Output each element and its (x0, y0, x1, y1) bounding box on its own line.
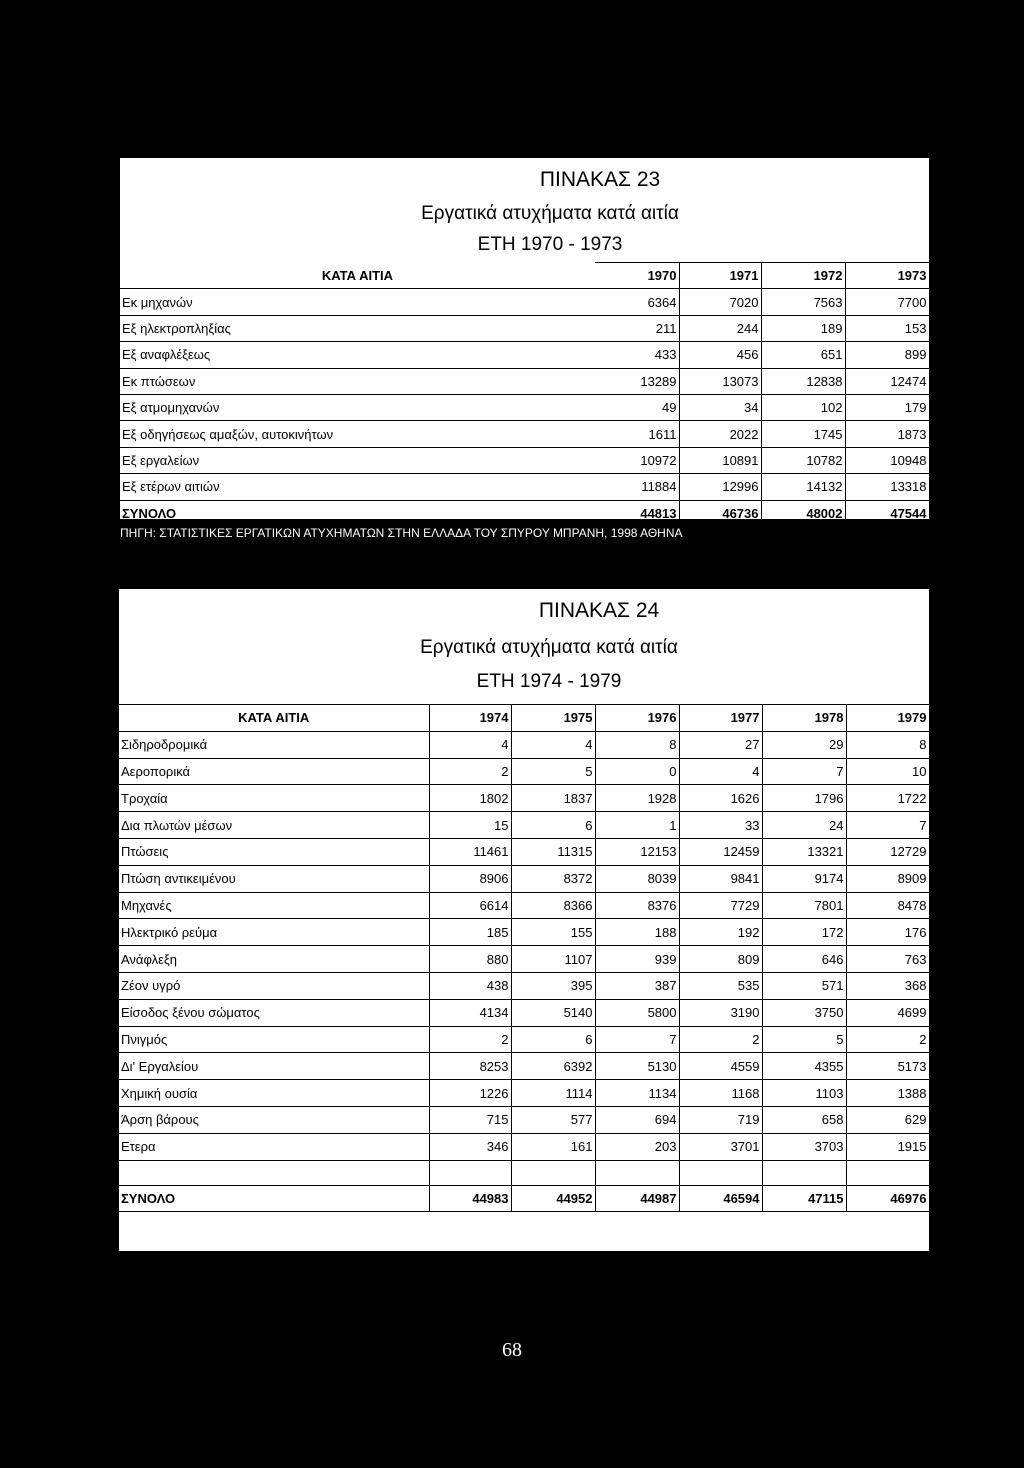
table-row (119, 812, 929, 839)
row-label: Χημική ουσία (119, 1080, 429, 1107)
table-cell: 34 (679, 394, 761, 420)
table-cell: 1837 (511, 785, 595, 812)
table-cell: 346 (429, 1133, 511, 1160)
table-cell: 629 (846, 1106, 929, 1133)
column-header-year: 1974 (429, 705, 511, 732)
table-23-subtitle: Εργατικά ατυχήματα κατά αιτία (421, 203, 679, 224)
row-label: Εξ ηλεκτροπληξίας (120, 315, 595, 341)
table-cell: 12474 (845, 368, 929, 394)
table-cell: 12153 (595, 838, 679, 865)
table-cell: 4559 (679, 1053, 762, 1080)
table-cell: 433 (595, 342, 679, 368)
table-cell: 694 (595, 1106, 679, 1133)
total-cell: 46736 (679, 500, 761, 526)
table-cell: 5800 (595, 999, 679, 1026)
table-cell: 1226 (429, 1080, 511, 1107)
row-label: Δι' Εργαλείου (119, 1053, 429, 1080)
column-header-year: 1972 (761, 263, 845, 289)
table-row (120, 421, 929, 447)
table-cell: 155 (511, 919, 595, 946)
table-cell: 6392 (511, 1053, 595, 1080)
column-header-year: 1977 (679, 705, 762, 732)
blank-cell (429, 1160, 511, 1185)
column-header-year: 1973 (845, 263, 929, 289)
table-cell: 10948 (845, 447, 929, 473)
table-cell: 646 (762, 946, 846, 973)
table-row (120, 315, 929, 341)
row-label: Εκ πτώσεων (120, 368, 595, 394)
table-cell: 1722 (846, 785, 929, 812)
table-cell: 14132 (761, 474, 845, 500)
row-label: Πτώση αντικειμένου (119, 865, 429, 892)
table-cell: 33 (679, 812, 762, 839)
table-cell: 880 (429, 946, 511, 973)
table-cell: 11461 (429, 838, 511, 865)
table-24-subtitle: Εργατικά ατυχήματα κατά αιτία (420, 637, 678, 658)
table-cell: 29 (762, 731, 846, 758)
column-header-year: 1978 (762, 705, 846, 732)
table-cell: 1 (595, 812, 679, 839)
table-row (120, 394, 929, 420)
table-cell: 8376 (595, 892, 679, 919)
table-cell: 13289 (595, 368, 679, 394)
table-cell: 244 (679, 315, 761, 341)
table-cell: 1873 (845, 421, 929, 447)
table-cell: 2 (429, 1026, 511, 1053)
table-cell: 1114 (511, 1080, 595, 1107)
table-cell: 1611 (595, 421, 679, 447)
table-cell: 13318 (845, 474, 929, 500)
table-23-years-title: ΕΤΗ 1970 - 1973 (477, 234, 623, 255)
table-cell: 7 (762, 758, 846, 785)
table-cell: 7 (595, 1026, 679, 1053)
total-cell: 48002 (761, 500, 845, 526)
table-cell: 438 (429, 972, 511, 999)
column-header-cause: ΚΑΤΑ ΑΙΤΙΑ (120, 263, 595, 289)
column-header-year: 1970 (595, 263, 679, 289)
blank-cell (595, 1160, 679, 1185)
table-cell: 1796 (762, 785, 846, 812)
table-cell: 4699 (846, 999, 929, 1026)
table-cell: 161 (511, 1133, 595, 1160)
table-23-body (120, 263, 929, 527)
table-cell: 8039 (595, 865, 679, 892)
table-row (119, 838, 929, 865)
table-cell: 4355 (762, 1053, 846, 1080)
row-label: Ηλεκτρικό ρεύμα (119, 919, 429, 946)
table-cell: 1928 (595, 785, 679, 812)
table-cell: 10891 (679, 447, 761, 473)
table-23-panel (119, 157, 930, 520)
total-cell: 44983 (429, 1185, 511, 1212)
row-label: Αεροπορικά (119, 758, 429, 785)
table-cell: 12838 (761, 368, 845, 394)
table-header-row (119, 705, 929, 732)
table-23 (120, 262, 930, 527)
row-label: Είσοδος ξένου σώματος (119, 999, 429, 1026)
row-label: Ετερα (119, 1133, 429, 1160)
table-cell: 153 (845, 315, 929, 341)
table-cell: 809 (679, 946, 762, 973)
blank-cell (679, 1160, 762, 1185)
table-cell: 185 (429, 919, 511, 946)
table-cell: 24 (762, 812, 846, 839)
row-label: Εκ μηχανών (120, 289, 595, 315)
table-cell: 9841 (679, 865, 762, 892)
table-cell: 577 (511, 1106, 595, 1133)
table-cell: 10 (846, 758, 929, 785)
table-cell: 1168 (679, 1080, 762, 1107)
table-cell: 10972 (595, 447, 679, 473)
table-cell: 6614 (429, 892, 511, 919)
row-label: Δια πλωτών μέσων (119, 812, 429, 839)
row-label: Εξ ατμομηχανών (120, 394, 595, 420)
table-23-heading: ΠΙΝΑΚΑΣ 23 (539, 168, 661, 191)
table-cell: 2 (679, 1026, 762, 1053)
table-cell: 1626 (679, 785, 762, 812)
table-cell: 13321 (762, 838, 846, 865)
table-cell: 8 (846, 731, 929, 758)
table-cell: 2022 (679, 421, 761, 447)
total-label: ΣΥΝΟΛΟ (120, 500, 595, 526)
table-cell: 189 (761, 315, 845, 341)
table-cell: 395 (511, 972, 595, 999)
table-cell: 8253 (429, 1053, 511, 1080)
table-row (120, 474, 929, 500)
table-cell: 6 (511, 1026, 595, 1053)
table-cell: 211 (595, 315, 679, 341)
table-row (119, 1053, 929, 1080)
table-cell: 3190 (679, 999, 762, 1026)
table-cell: 1915 (846, 1133, 929, 1160)
table-cell: 8906 (429, 865, 511, 892)
table-cell: 8909 (846, 865, 929, 892)
table-cell: 719 (679, 1106, 762, 1133)
table-24-years-title: ΕΤΗ 1974 - 1979 (476, 671, 622, 692)
table-cell: 368 (846, 972, 929, 999)
table-row (120, 368, 929, 394)
table-cell: 535 (679, 972, 762, 999)
blank-cell (846, 1160, 929, 1185)
table-cell: 10782 (761, 447, 845, 473)
row-label: Εξ ετέρων αιτιών (120, 474, 595, 500)
table-cell: 5173 (846, 1053, 929, 1080)
table-24-panel (118, 588, 930, 1252)
table-cell: 3703 (762, 1133, 846, 1160)
total-cell: 44987 (595, 1185, 679, 1212)
column-header-year: 1975 (511, 705, 595, 732)
row-label: Σιδηροδρομικά (119, 731, 429, 758)
blank-cell (119, 1160, 429, 1185)
table-cell: 1388 (846, 1080, 929, 1107)
table-cell: 4134 (429, 999, 511, 1026)
table-cell: 4 (429, 731, 511, 758)
column-header-year: 1979 (846, 705, 929, 732)
row-label: Εξ οδηγήσεως αμαξών, αυτοκινήτων (120, 421, 595, 447)
table-cell: 2 (429, 758, 511, 785)
table-cell: 5140 (511, 999, 595, 1026)
table-24-source: ΠΗΓΗ: ΣΤΑΤΙΣΤΙΚΕΣ ΕΡΓΑΤΙΚΩΝ ΑΤΥΧΗΜΑΤΩΝ ΣΤΗΝ ΕΛΛΑΔΑ ΤΟΥ ΣΠΥΡΟΥ ΜΠΡΑΝΗ, 1998 ΑΘΗΝΑ (120, 1254, 683, 1268)
table-blank-row (119, 1160, 929, 1185)
table-row (119, 785, 929, 812)
table-cell: 715 (429, 1106, 511, 1133)
total-row (119, 1185, 929, 1212)
table-cell: 2 (846, 1026, 929, 1053)
total-cell: 47544 (845, 500, 929, 526)
table-cell: 176 (846, 919, 929, 946)
table-row (120, 447, 929, 473)
table-row (119, 1080, 929, 1107)
table-cell: 6364 (595, 289, 679, 315)
table-cell: 387 (595, 972, 679, 999)
table-row (119, 999, 929, 1026)
table-row (119, 1026, 929, 1053)
table-cell: 7563 (761, 289, 845, 315)
column-header-year: 1976 (595, 705, 679, 732)
table-cell: 12729 (846, 838, 929, 865)
table-row (119, 1106, 929, 1133)
table-cell: 8366 (511, 892, 595, 919)
table-cell: 7020 (679, 289, 761, 315)
table-cell: 3701 (679, 1133, 762, 1160)
table-cell: 4 (511, 731, 595, 758)
total-cell: 46976 (846, 1185, 929, 1212)
total-cell: 47115 (762, 1185, 846, 1212)
table-cell: 0 (595, 758, 679, 785)
table-row (119, 892, 929, 919)
table-cell: 4 (679, 758, 762, 785)
table-row (119, 972, 929, 999)
table-row (119, 865, 929, 892)
table-cell: 49 (595, 394, 679, 420)
total-cell: 44952 (511, 1185, 595, 1212)
table-cell: 651 (761, 342, 845, 368)
table-cell: 763 (846, 946, 929, 973)
table-cell: 8 (595, 731, 679, 758)
table-24-heading: ΠΙΝΑΚΑΣ 24 (538, 599, 660, 622)
blank-cell (762, 1160, 846, 1185)
table-cell: 7801 (762, 892, 846, 919)
table-cell: 6 (511, 812, 595, 839)
table-cell: 11315 (511, 838, 595, 865)
table-cell: 9174 (762, 865, 846, 892)
table-cell: 1134 (595, 1080, 679, 1107)
column-header-year: 1971 (679, 263, 761, 289)
total-cell: 46594 (679, 1185, 762, 1212)
table-cell: 5 (762, 1026, 846, 1053)
table-cell: 939 (595, 946, 679, 973)
total-label: ΣΥΝΟΛΟ (119, 1185, 429, 1212)
table-cell: 1745 (761, 421, 845, 447)
table-cell: 15 (429, 812, 511, 839)
table-cell: 1107 (511, 946, 595, 973)
column-header-cause: ΚΑΤΑ ΑΙΤΙΑ (119, 705, 429, 732)
table-cell: 1103 (762, 1080, 846, 1107)
table-cell: 5130 (595, 1053, 679, 1080)
table-row (119, 919, 929, 946)
table-cell: 192 (679, 919, 762, 946)
blank-cell (511, 1160, 595, 1185)
page-number: 68 (502, 1339, 522, 1361)
table-cell: 12996 (679, 474, 761, 500)
row-label: Μηχανές (119, 892, 429, 919)
table-cell: 27 (679, 731, 762, 758)
table-row (120, 289, 929, 315)
table-cell: 658 (762, 1106, 846, 1133)
table-cell: 899 (845, 342, 929, 368)
table-cell: 5 (511, 758, 595, 785)
table-24 (119, 704, 930, 1212)
table-cell: 11884 (595, 474, 679, 500)
table-cell: 102 (761, 394, 845, 420)
table-cell: 7 (846, 812, 929, 839)
table-cell: 8478 (846, 892, 929, 919)
row-label: Πτώσεις (119, 838, 429, 865)
row-label: Άρση βάρους (119, 1106, 429, 1133)
table-row (119, 758, 929, 785)
table-cell: 203 (595, 1133, 679, 1160)
table-header-row (120, 263, 929, 289)
row-label: Εξ εργαλείων (120, 447, 595, 473)
total-cell: 44813 (595, 500, 679, 526)
total-row (120, 500, 929, 526)
table-cell: 188 (595, 919, 679, 946)
table-24-body (119, 705, 929, 1212)
table-cell: 3750 (762, 999, 846, 1026)
table-cell: 456 (679, 342, 761, 368)
table-row (119, 1133, 929, 1160)
table-cell: 12459 (679, 838, 762, 865)
row-label: Εξ αναφλέξεως (120, 342, 595, 368)
table-cell: 8372 (511, 865, 595, 892)
table-cell: 172 (762, 919, 846, 946)
table-cell: 7700 (845, 289, 929, 315)
table-cell: 7729 (679, 892, 762, 919)
table-cell: 1802 (429, 785, 511, 812)
table-row (120, 342, 929, 368)
table-row (119, 946, 929, 973)
table-cell: 179 (845, 394, 929, 420)
row-label: Ανάφλεξη (119, 946, 429, 973)
row-label: Τροχαία (119, 785, 429, 812)
row-label: Ζέον υγρό (119, 972, 429, 999)
table-cell: 571 (762, 972, 846, 999)
row-label: Πνιγμός (119, 1026, 429, 1053)
table-row (119, 731, 929, 758)
table-cell: 13073 (679, 368, 761, 394)
table-23-source: ΠΗΓΗ: ΣΤΑΤΙΣΤΙΚΕΣ ΕΡΓΑΤΙΚΩΝ ΑΤΥΧΗΜΑΤΩΝ ΣΤΗΝ ΕΛΛΑΔΑ ΤΟΥ ΣΠΥΡΟΥ ΜΠΡΑΝΗ, 1998 ΑΘΗΝΑ (120, 526, 683, 540)
